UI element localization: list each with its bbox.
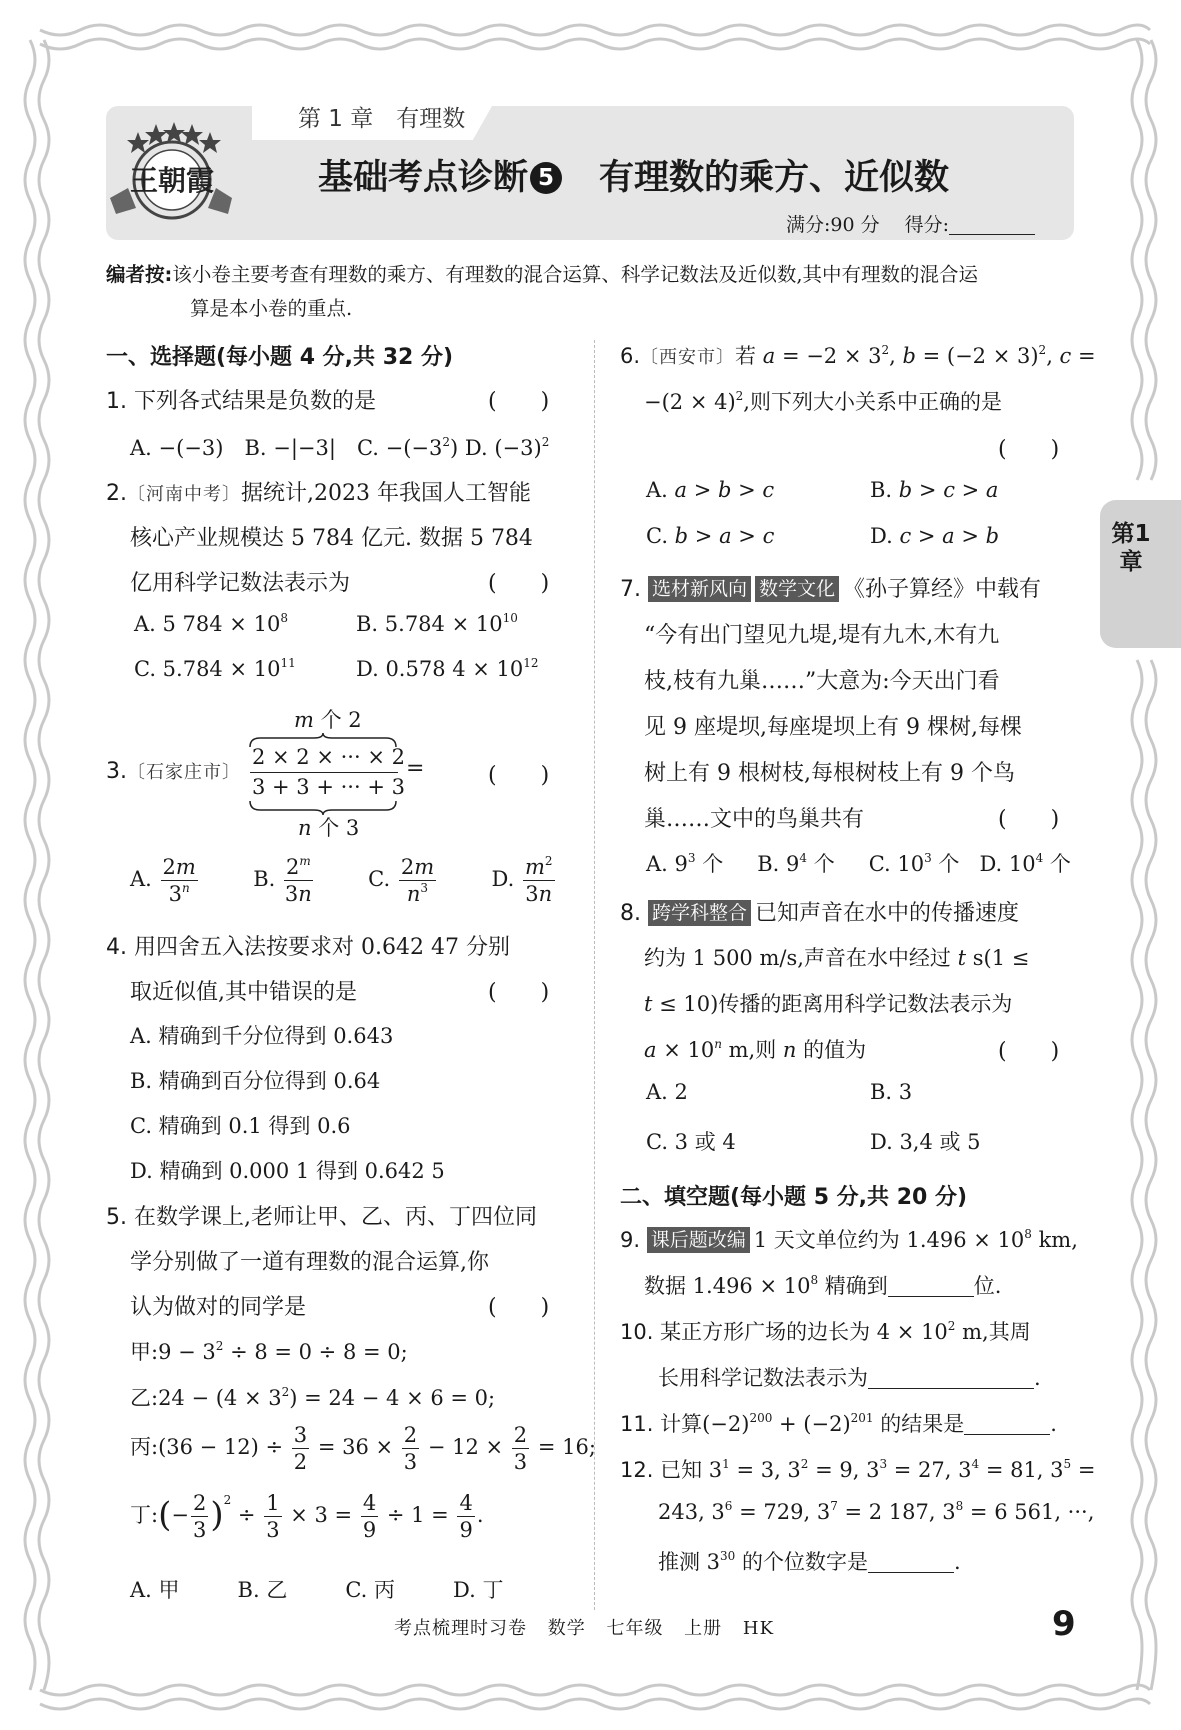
q4-option-c: C. 精确到 0.1 得到 0.6 [130, 1114, 351, 1138]
q7-option-b: B. $9^4$ 个 [757, 851, 835, 876]
q5-yi: 乙:24 − $(4 \times 3^2) = 24 - 4 \times 6 = 0$; [130, 1385, 496, 1410]
q5-stem2: 学分别做了一道有理数的混合运算,你 [130, 1250, 489, 1275]
q10-stem2: 长用科学记数法表示为 . [658, 1366, 1041, 1390]
full-score: 满分:90 分 [786, 214, 880, 236]
q3-bottom-label: n 个 3 [298, 816, 360, 840]
editor-note [106, 258, 1078, 326]
q4-answer-paren[interactable]: ( ) [488, 980, 550, 1005]
q1-option-b: B. −|−3| [244, 436, 336, 460]
q5-option-c: C. 丙 [345, 1578, 395, 1602]
q3-option-d: D. $\frac{m^2}{3n}$ [491, 854, 553, 906]
q1-answer-paren[interactable]: ( ) [488, 389, 550, 414]
q12-blank[interactable] [868, 1552, 954, 1573]
q1-stem: 1. 下列各式结果是负数的是 [106, 389, 377, 414]
q8-option-c: C. 3 或 4 [646, 1130, 736, 1154]
q5-answer-paren[interactable]: ( ) [488, 1295, 550, 1320]
q3-option-c: C. $\frac{2m}{n^3}$ [368, 855, 435, 906]
q7-option-a: A. $9^3$ 个 [646, 851, 724, 876]
score-line [786, 212, 1035, 238]
q3-answer-paren[interactable]: ( ) [488, 763, 550, 788]
q2-stem1: 2.〔河南中考〕据统计,2023 年我国人工智能 [106, 481, 531, 506]
q3-numerator: 2 × 2 × ··· × 2 [252, 745, 405, 769]
q9-blank[interactable] [888, 1276, 974, 1297]
q10-blank[interactable] [868, 1368, 1034, 1389]
q8-stem3: t ≤ 10)传播的距离用科学记数法表示为 [644, 992, 1013, 1016]
q2-option-b: B. $5.784 \times 10^{10}$ [356, 611, 518, 636]
q2-answer-paren[interactable]: ( ) [488, 571, 550, 596]
q2-option-a: A. 5 $784 \times 10^8$ [134, 611, 288, 636]
q4-option-a: A. 精确到千分位得到 0.643 [130, 1024, 394, 1048]
q7-option-d: D. $10^4$ 个 [979, 851, 1071, 876]
q3-lead: 3.〔石家庄市〕 [106, 759, 241, 784]
chapter-label: 第 1 章 有理数 [298, 106, 466, 132]
q5-option-b: B. 乙 [237, 1578, 288, 1602]
q8-answer-paren[interactable]: ( ) [998, 1039, 1060, 1064]
score-blank[interactable] [949, 216, 1035, 235]
q7-stem2: “今有出门望见九堤,堤有九木,木有九 [644, 623, 1000, 648]
q2-option-c: C. $5.784 \times 10^{11}$ [134, 656, 296, 681]
title-main: 有理数的乘方、近似数 [599, 158, 950, 198]
q6-stem2: $-(2 \times 4)^2$,则下列大小关系中正确的是 [644, 389, 1002, 414]
q1-option-a: A. −(−3) [130, 436, 224, 460]
section2-title: 二、填空题(每小题 5 分,共 20 分) [620, 1185, 968, 1210]
q11-blank[interactable] [964, 1414, 1050, 1435]
q12-stem2: 243, $3^6 = 729$, $3^7 = 2$ 187, $3^8 = 6$ 561, ···, [658, 1499, 1095, 1524]
page-title [318, 156, 949, 200]
q5-jia: 甲:9 − $3^2 \div 8 = 0 \div 8 = 0$; [130, 1339, 408, 1364]
q7-stem6: 巢……文中的鸟巢共有 [644, 807, 865, 832]
q11-stem: 11. 计算$(-2)^{200} + (-2)^{201}$ 的结果是 . [620, 1411, 1057, 1436]
editor-note-line2: 算是本小卷的重点. [190, 297, 353, 320]
q4-stem2: 取近似值,其中错误的是 [130, 980, 357, 1005]
q8-option-a: A. 2 [646, 1080, 688, 1104]
q5-ding: 丁:(− $\frac{2}{3}$ )$^2$ ÷ $\frac{1}{3}$ × 3 = $\frac{4}{9}$ ÷ 1 = $\frac{4}{9}$ . [130, 1491, 484, 1542]
q2-stem3: 亿用科学记数法表示为 [130, 571, 351, 596]
q9-stem2: 数据 $1.496 \times 10^8$ 精确到 位. [644, 1273, 1002, 1298]
q7-options [646, 848, 1071, 878]
q9-stem1: 9. 课后题改编 1 天文单位约为 $1.496 \times 10^8$ km, [620, 1227, 1078, 1252]
footer-text: 考点梳理时习卷 数学 七年级 上册 HK [394, 1618, 775, 1639]
column-divider [594, 340, 595, 1610]
q6-option-b: B. b > c > a [870, 478, 999, 502]
q2-stem2: 核心产业规模达 5 784 亿元. 数据 5 784 [130, 526, 533, 551]
logo-text: 王朝霞 [129, 164, 215, 197]
q12-stem3: 推测 $3^{30}$ 的个位数字是 . [658, 1549, 961, 1574]
q1-option-d: D. $(-3)^2$ [464, 435, 550, 460]
q6-answer-paren[interactable]: ( ) [998, 437, 1060, 462]
title-prefix: 基础考点诊断 [318, 158, 529, 198]
q7-tag-2: 数学文化 [755, 576, 839, 602]
q12-stem1: 12. 已知 $3^1 = 3$, $3^2 = 9$, $3^3 = 27$, $3^4 = 81$, $3^5$ = [620, 1457, 1096, 1482]
q7-stem4: 见 9 座堤坝,每座堤坝上有 9 棵树,每棵 [644, 715, 1022, 740]
q8-stem4: $a \times 10^n$ m,则 n 的值为 [644, 1037, 867, 1062]
q9-tag: 课后题改编 [647, 1227, 750, 1253]
q5-stem3: 认为做对的同学是 [130, 1295, 307, 1320]
q5-options [130, 1574, 503, 1604]
q3-option-b: B. $\frac{2^m}{3n}$ [253, 854, 312, 906]
q8-stem1: 8. 跨学科整合 已知声音在水中的传播速度 [620, 901, 1020, 926]
q10-stem1: 10. 某正方形广场的边长为 $4 \times 10^2$ m,其周 [620, 1319, 1031, 1344]
q4-option-b: B. 精确到百分位得到 0.64 [130, 1069, 381, 1093]
q8-option-d: D. 3,4 或 5 [870, 1130, 981, 1154]
q6-option-d: D. c > a > b [870, 524, 1000, 548]
publisher-logo [106, 118, 236, 230]
q3-denominator: 3 + 3 + ··· + 3 [252, 775, 405, 799]
q4-option-d: D. 精确到 0.000 1 得到 0.642 5 [130, 1159, 445, 1183]
q8-tag: 跨学科整合 [648, 900, 751, 926]
q5-bing: 丙:(36 − 12) ÷ $\frac{3}{2}$ = 36 × $\frac{2}{3}$ − 12 × $\frac{2}{3}$ = 16; [130, 1423, 596, 1474]
q6-stem1: 6.〔西安市〕若 $a = -2 \times 3^2$, $b = (-2 \times 3)^2$, c = [620, 343, 1096, 368]
q6-option-c: C. b > a > c [646, 524, 775, 548]
q3-options [130, 854, 557, 907]
q3-fraction-bar [250, 772, 398, 773]
q1-option-c: C. $-(-3^2)$ [356, 435, 459, 460]
q7-stem5: 树上有 9 根树枝,每根树枝上有 9 个鸟 [644, 761, 1015, 786]
q5-stem1: 5. 在数学课上,老师让甲、乙、丙、丁四位同 [106, 1205, 537, 1230]
q7-stem3: 枝,枝有九巢……”大意为:今天出门看 [644, 669, 1000, 694]
q8-stem2: 约为 1 500 m/s,声音在水中经过 t s(1 ≤ [644, 946, 1030, 970]
q1-options [130, 432, 549, 462]
editor-note-label: 编者按: [106, 263, 173, 286]
q7-answer-paren[interactable]: ( ) [998, 807, 1060, 832]
editor-note-line1: 该小卷主要考查有理数的乘方、有理数的混合运算、科学记数法及近似数,其中有理数的混合运 [172, 263, 979, 286]
chapter-side-tab-text: 第1章 [1111, 521, 1151, 575]
title-number-badge: 5 [530, 162, 562, 194]
q6-option-a: A. a > b > c [646, 478, 775, 502]
q7-option-c: C. $10^3$ 个 [868, 851, 960, 876]
q3-equals: = [406, 756, 425, 781]
section1-title: 一、选择题(每小题 4 分,共 32 分) [106, 345, 454, 370]
q2-option-d: D. 0.578 $4 \times 10^{12}$ [356, 656, 539, 681]
q5-option-d: D. 丁 [453, 1578, 504, 1602]
q3-option-a: A. $\frac{2m}{3^n}$ [130, 855, 196, 906]
page-number: 9 [1052, 1604, 1076, 1644]
q3-top-label: m 个 2 [294, 708, 362, 732]
score-label: 得分: [904, 214, 950, 236]
q7-stem1: 7. 选材新风向 数学文化 《孙子算经》中载有 [620, 577, 1042, 602]
q8-option-b: B. 3 [870, 1080, 913, 1104]
q5-option-a: A. 甲 [130, 1578, 180, 1602]
q4-stem1: 4. 用四舍五入法按要求对 0.642 47 分别 [106, 935, 510, 960]
q7-tag-1: 选材新风向 [648, 576, 751, 602]
